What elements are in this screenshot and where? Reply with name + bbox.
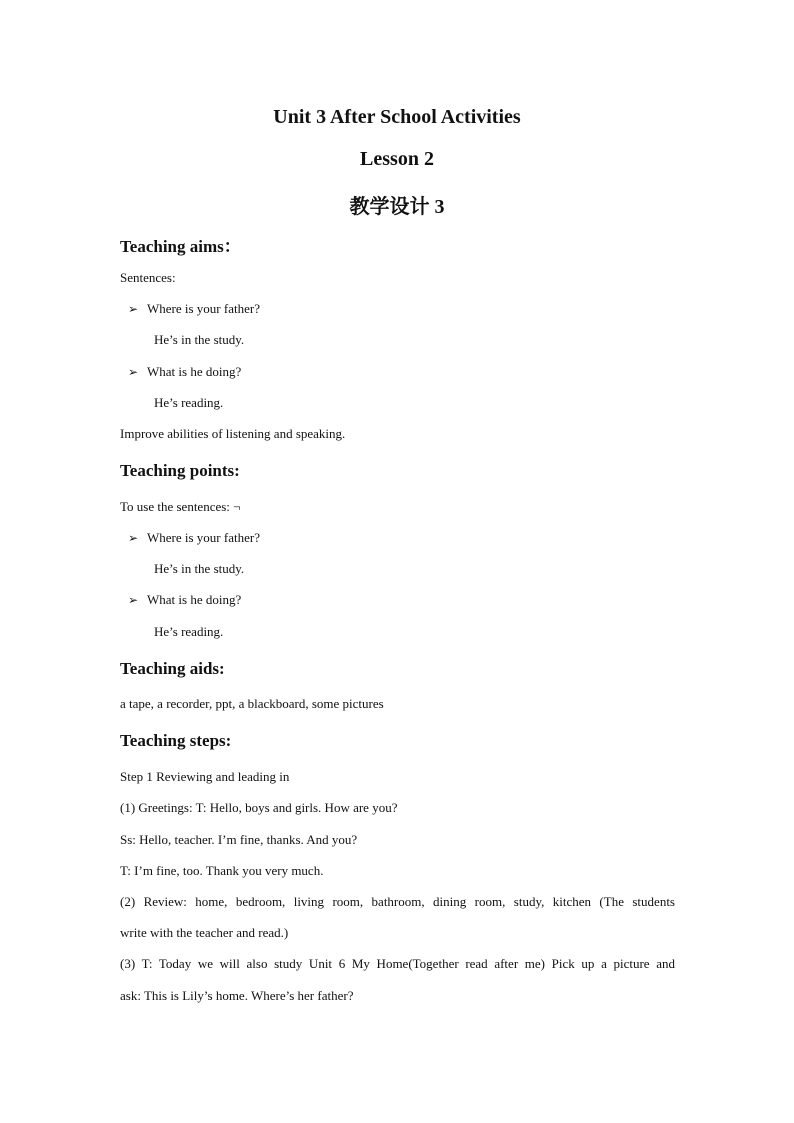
points-answer-1: He’s in the study.	[154, 561, 245, 576]
aims-bullet-1	[128, 301, 260, 317]
design-title: 教学设计 3	[349, 196, 445, 218]
aims-question-1: Where is your father?	[147, 301, 260, 316]
aids-text: a tape, a recorder, ppt, a blackboard, some pictures	[120, 696, 384, 711]
lesson-title: Lesson 2	[360, 148, 434, 170]
aims-answer-1: He’s in the study.	[154, 332, 245, 347]
step-review-line-2: write with the teacher and read.)	[120, 925, 289, 940]
aims-intro: Sentences:	[120, 270, 176, 285]
step-1-title: Step 1 Reviewing and leading in	[120, 769, 290, 784]
points-intro: To use the sentences: ¬	[120, 499, 241, 514]
step-today-line-1: (3) T: Today we will also study Unit 6 My Home(Together read after me) Pick up a picture and	[120, 956, 675, 971]
points-bullet-2	[128, 592, 241, 608]
document-title: Unit 3 After School Activities	[273, 106, 521, 128]
step-review-line-1: (2) Review: home, bedroom, living room, bathroom, dining room, study, kitchen (The students	[120, 894, 675, 909]
step-students-reply: Ss: Hello, teacher. I’m fine, thanks. And you?	[120, 832, 358, 847]
step-teacher-reply: T: I’m fine, too. Thank you very much.	[120, 863, 324, 878]
aims-answer-2: He’s reading.	[154, 395, 224, 410]
aims-bullet-2	[128, 364, 241, 380]
points-question-1: Where is your father?	[147, 530, 260, 545]
teaching-steps-heading: Teaching steps:	[120, 731, 232, 750]
step-greetings: (1) Greetings: T: Hello, boys and girls. How are you?	[120, 800, 398, 815]
bullet-arrow-icon: ➢	[128, 302, 139, 316]
bullet-arrow-icon: ➢	[128, 365, 139, 379]
bullet-arrow-icon: ➢	[128, 593, 139, 607]
bullet-arrow-icon: ➢	[128, 531, 139, 545]
aims-improve: Improve abilities of listening and speaking.	[120, 426, 346, 441]
points-answer-2: He’s reading.	[154, 624, 224, 639]
teaching-aims-heading: Teaching aims：	[120, 237, 241, 256]
points-question-2: What is he doing?	[147, 592, 242, 607]
aims-question-2: What is he doing?	[147, 364, 242, 379]
teaching-aids-heading: Teaching aids:	[120, 659, 225, 678]
step-today-line-2: ask: This is Lily’s home. Where’s her father?	[120, 988, 354, 1003]
points-bullet-1	[128, 530, 260, 546]
teaching-points-heading: Teaching points:	[120, 461, 240, 480]
